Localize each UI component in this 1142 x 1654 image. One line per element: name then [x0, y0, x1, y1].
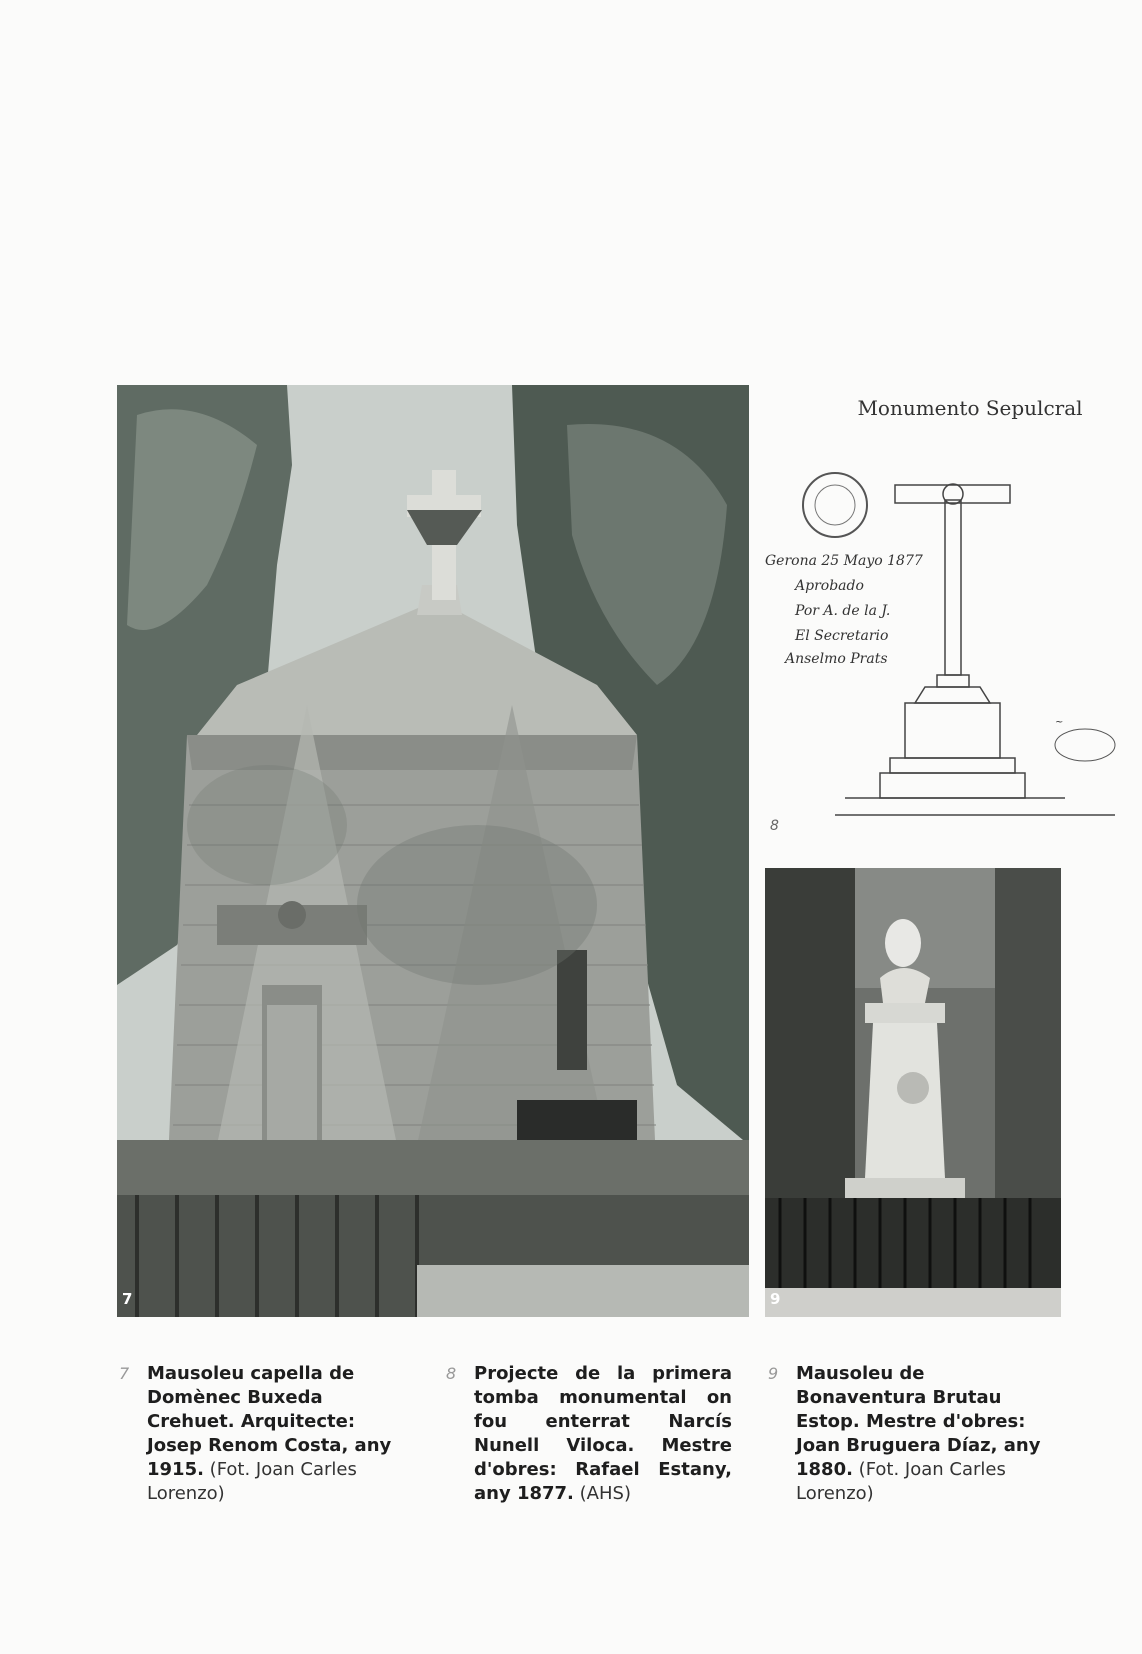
handwriting-line-3: Por A. de la J.	[795, 603, 891, 619]
handwriting-line-1: Gerona 25 Mayo 1877	[765, 553, 923, 569]
tomb-drawing-illustration	[765, 385, 1135, 847]
photo-number-7: 7	[122, 1290, 133, 1308]
mausoleum-chapel-illustration	[117, 385, 749, 1317]
signature-mark: ~	[1055, 717, 1064, 728]
brutau-mausoleum-illustration	[765, 868, 1061, 1317]
handwriting-line-5: Anselmo Prats	[785, 651, 888, 667]
caption-text: Mausoleu capella de Domènec Buxeda Crehuet. Arquitecte: Josep Renom Costa, any 1915.	[147, 1363, 392, 1480]
caption-7	[119, 1362, 409, 1506]
caption-text: Projecte de la primera tomba monumental on fou enterrat Narcís Nunell Viloca. Mestre d'obres: Rafael Estany, any 1877.	[474, 1363, 732, 1504]
handwriting-line-2: Aprobado	[795, 578, 864, 594]
caption-credit: (Fot. Joan Carles Lorenzo)	[796, 1459, 1006, 1504]
drawing-title: Monumento Sepulcral	[857, 396, 1083, 420]
drawing-number: 8	[770, 818, 779, 834]
photo-number-9: 9	[770, 1290, 781, 1308]
caption-number: 9	[768, 1364, 779, 1383]
caption-credit: (Fot. Joan Carles Lorenzo)	[147, 1459, 357, 1504]
mausoleum-chapel-photo	[117, 385, 749, 1317]
tomb-project-drawing	[765, 385, 1135, 847]
caption-8	[446, 1362, 732, 1506]
caption-text: Mausoleu de Bonaventura Brutau Estop. Mestre d'obres: Joan Bruguera Díaz, any 1880.	[796, 1363, 1041, 1480]
caption-9	[768, 1362, 1058, 1506]
handwriting-line-4: El Secretario	[795, 628, 889, 644]
caption-number: 7	[119, 1364, 130, 1383]
caption-number: 8	[446, 1364, 457, 1383]
caption-credit: (AHS)	[579, 1483, 631, 1504]
brutau-mausoleum-photo	[765, 868, 1061, 1317]
